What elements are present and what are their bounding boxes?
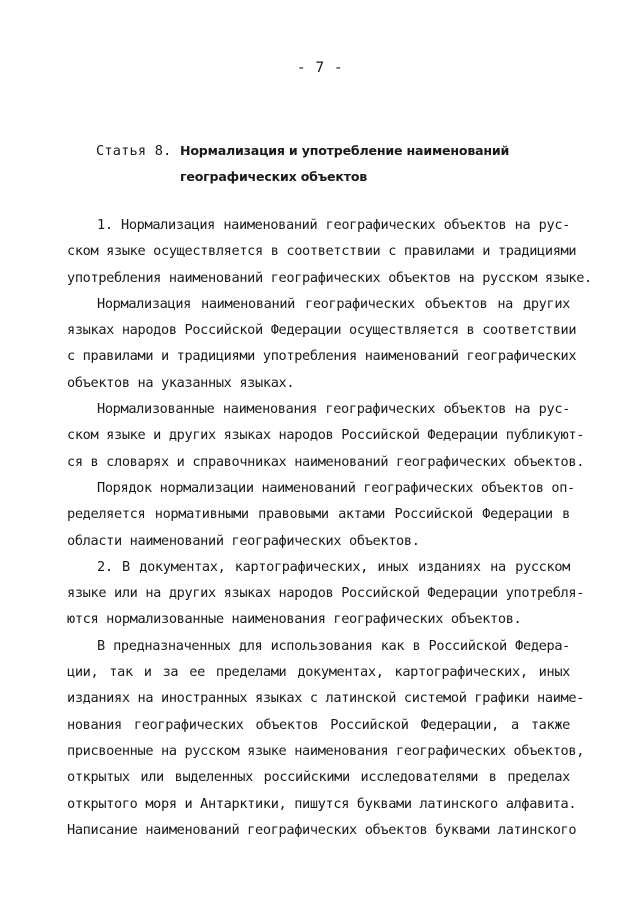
- text-line: объектов на указанных языках.: [67, 374, 295, 391]
- text-line: присвоенные на русском языке наименования географических объектов,: [67, 742, 585, 759]
- text-line: ределяется нормативными правовыми актами Российской Федерации в: [67, 506, 570, 523]
- article-heading-line-1: [96, 138, 576, 164]
- article-title-line-2: географических объектов: [180, 169, 368, 184]
- text-line: ся в словарях и справочниках наименований географических объектов.: [67, 453, 585, 470]
- text-line: с правилами и традициями употребления наименований географических: [67, 348, 577, 365]
- text-line: открытых или выделенных российскими исследователями в пределах: [67, 769, 570, 786]
- text-line: языке или на других языках народов Российской Федерации употребля-: [67, 585, 585, 602]
- text-line: Порядок нормализации наименований географических объектов оп-: [97, 479, 575, 496]
- article-heading-line-2: [96, 164, 576, 190]
- text-line: Написание наименований географических объектов буквами латинского: [67, 821, 577, 838]
- text-line: ском языке осуществляется в соответствии с правилами и традициями: [67, 243, 577, 260]
- text-line: ции, так и за ее пределами документах, картографических, иных: [67, 664, 570, 681]
- text-line: нования географических объектов Российской Федерации, а также: [67, 716, 570, 733]
- text-line: употребления наименований географических объектов на русском языке.: [67, 269, 592, 286]
- text-line: языках народов Российской Федерации осуществляется в соответствии: [67, 322, 577, 339]
- article-label: Статья 8.: [96, 143, 172, 159]
- article-heading: [96, 138, 576, 190]
- article-title-line-1: Нормализация и употребление наименований: [180, 143, 510, 158]
- text-line: открытого моря и Антарктики, пишутся буквами латинского алфавита.: [67, 795, 577, 812]
- text-line: 2. В документах, картографических, иных изданиях на русском: [97, 558, 570, 575]
- text-line: ются нормализованные наименования географических объектов.: [67, 611, 522, 628]
- text-line: 1. Нормализация наименований географических объектов на рус-: [97, 217, 570, 233]
- article-body: [67, 212, 592, 843]
- text-line: изданиях на иностранных языках с латинской системой графики наиме-: [67, 690, 585, 707]
- text-line: Нормализация наименований географических объектов на других: [97, 295, 570, 312]
- page-number: - 7 -: [296, 60, 344, 76]
- text-line: В предназначенных для использования как в Российской Федера-: [97, 637, 570, 654]
- text-line: области наименований географических объектов.: [67, 532, 420, 549]
- text-line: Нормализованные наименования географических объектов на рус-: [97, 401, 570, 418]
- text-line: ском языке и других языках народов Российской Федерации публикуют-: [67, 427, 585, 444]
